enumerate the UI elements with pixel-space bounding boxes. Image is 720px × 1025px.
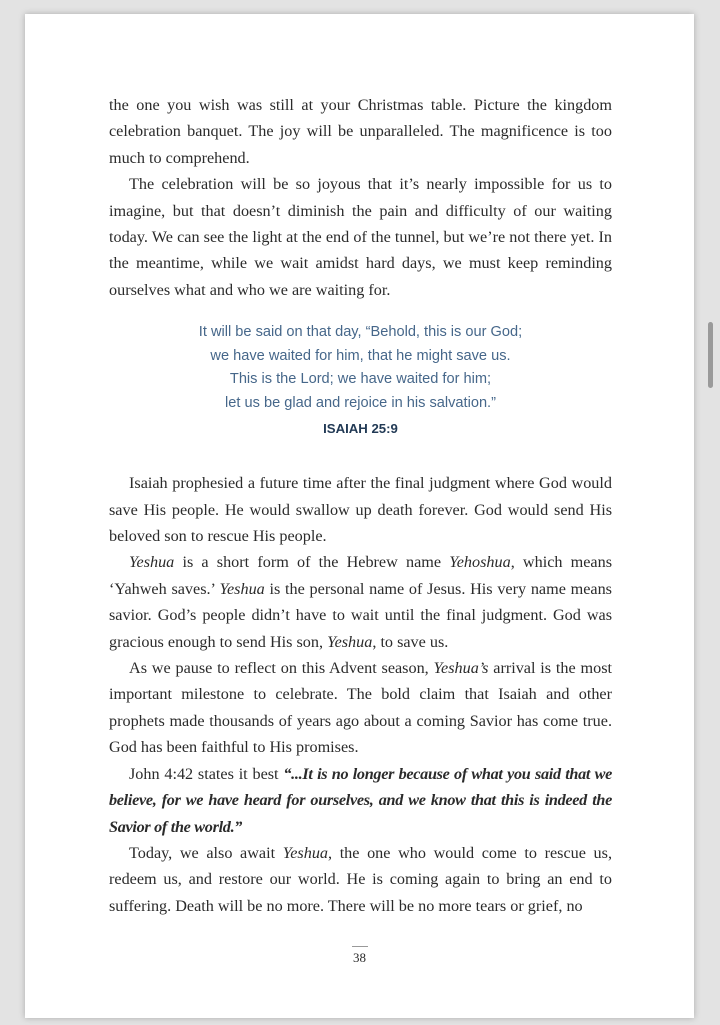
page-body bbox=[109, 92, 612, 919]
text-run: is a short form of the Hebrew name bbox=[174, 553, 450, 572]
text-run: is the personal name of Jesus. His very name means savior. God’s people didn’t have to wait until the final judgment. God was gracious enough to send His son, bbox=[109, 579, 612, 651]
italic-term: Yeshua bbox=[327, 632, 373, 651]
quote-line-2: we have waited for him, that he might save us. bbox=[210, 347, 511, 364]
text-run: Today, we also await bbox=[129, 843, 283, 862]
paragraph-5 bbox=[109, 655, 612, 761]
text-run: John 4:42 states it best bbox=[129, 764, 284, 783]
paragraph-6 bbox=[109, 761, 612, 840]
paragraph-4 bbox=[109, 549, 612, 655]
scrollbar-thumb[interactable] bbox=[708, 322, 713, 388]
italic-term: Yeshua bbox=[129, 553, 175, 572]
inline-quote: “...It is no longer because of what you said that we believe, for we have heard for ourselves, and we know that this is indeed the Savior of the world.” bbox=[109, 764, 612, 836]
folio-rule bbox=[352, 946, 368, 947]
italic-term: Yeshua’s bbox=[433, 659, 489, 678]
paragraph-3: Isaiah prophesied a future time after the final judgment where God would save His people. He would swallow up death forever. God would send His beloved son to rescue His people. bbox=[109, 474, 612, 546]
paragraph-2: The celebration will be so joyous that it’s nearly impossible for us to imagine, but that doesn’t diminish the pain and difficulty of our waiting today. We can see the light at the end of the tunnel, but we’re not there yet. In the meantime, while we wait amidst hard days, we must keep reminding ourselves what and who we are waiting for. bbox=[109, 175, 612, 299]
paragraph-7 bbox=[109, 840, 612, 919]
scripture-quote bbox=[109, 321, 612, 440]
text-run: , the one who would come to rescue us, redeem us, and restore our world. He is coming again to bring an end to suffering. Death will be no more. There will be no more tears or grief, no bbox=[109, 843, 612, 915]
text-run: , which means ‘Yahweh saves.’ bbox=[109, 553, 612, 598]
page-number bbox=[25, 946, 694, 966]
book-page bbox=[25, 14, 694, 1018]
quote-reference: ISAIAH 25:9 bbox=[323, 420, 398, 436]
italic-term: Yehoshua bbox=[449, 553, 511, 572]
italic-term: Yeshua bbox=[219, 579, 265, 598]
italic-term: Yeshua bbox=[282, 843, 329, 862]
text-run: As we pause to reflect on this Advent season, bbox=[129, 659, 434, 678]
text-run: , to save us. bbox=[372, 632, 449, 651]
page-number-text: 38 bbox=[353, 950, 366, 965]
text-run: arrival is the most important milestone to celebrate. The bold claim that Isaiah and other prophets made thousands of years ago about a coming Savior has come true. God has been faithful to His promises. bbox=[109, 659, 613, 757]
quote-line-3: This is the Lord; we have waited for him; bbox=[229, 371, 492, 388]
paragraph-1: the one you wish was still at your Christmas table. Picture the kingdom celebration banquet. The joy will be unparalleled. The magnificence is too much to comprehend. bbox=[109, 96, 612, 167]
quote-line-1: It will be said on that day, “Behold, this is our God; bbox=[198, 324, 523, 341]
quote-line-4: let us be glad and rejoice in his salvation.” bbox=[225, 395, 496, 412]
